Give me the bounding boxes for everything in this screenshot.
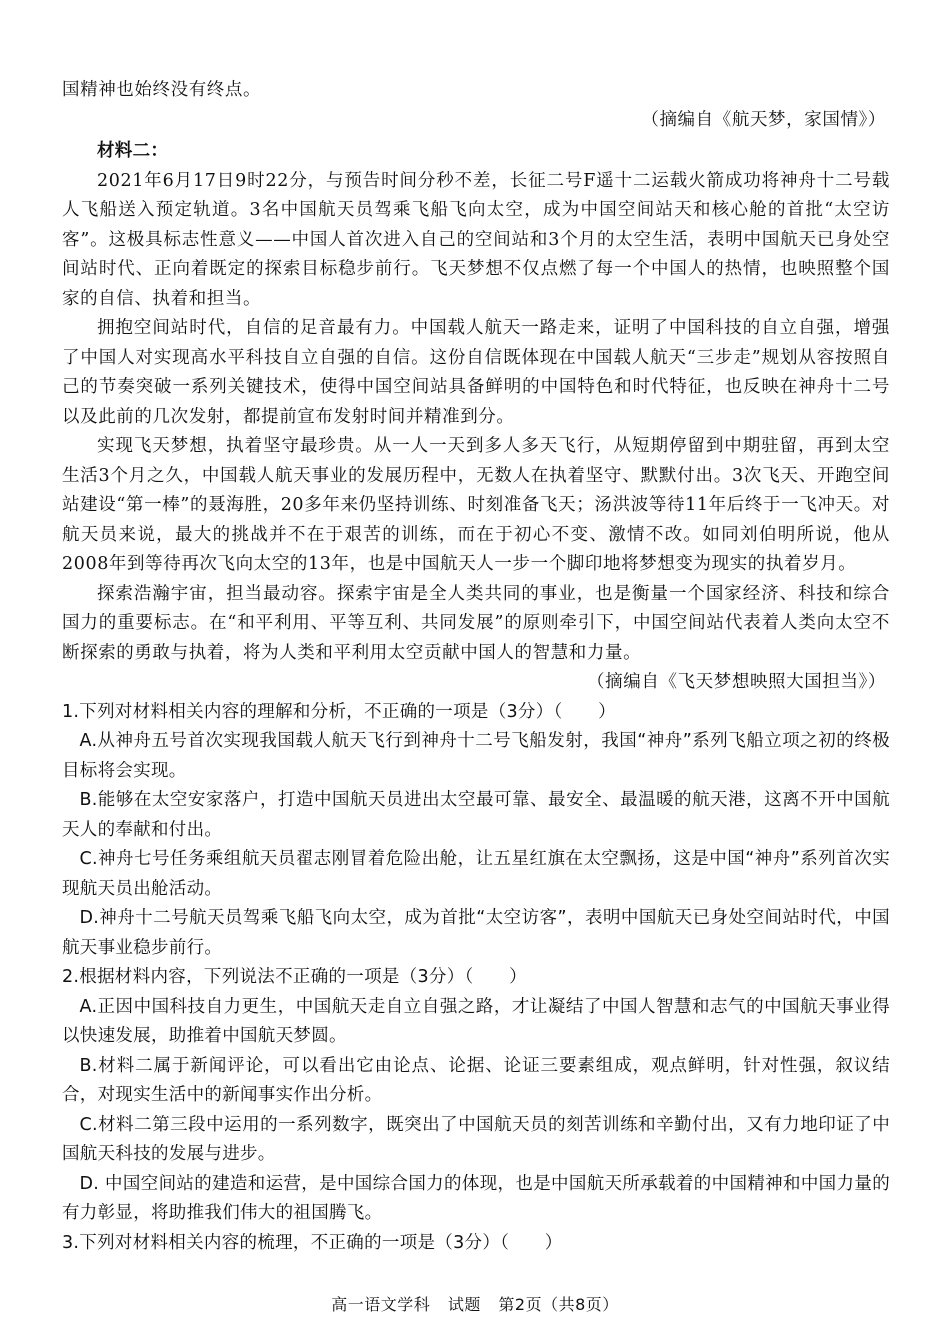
question-stem: 3.下列对材料相关内容的梳理，不正确的一项是（3分）（ ） [62,1232,563,1253]
question-option: D.神舟十二号航天员驾乘飞船飞向太空，成为首批“太空访客”，表明中国航天已身处空间站时代，中国航天事业稳步前行。 [62,908,890,958]
footer-subject: 高一语文学科 [331,1295,431,1314]
question-3 [62,1229,890,1259]
material2-paragraph: 2021年6月17日9时22分，与预告时间分秒不差，长征二号F遥十二运载火箭成功将神舟十二号载人飞船送入预定轨道。3名中国航天员驾乘飞船飞向太空，成为中国空间站天和核心舱的首批“太空访客”。这极具标志性意义——中国人首次进入自己的空间站和3个月的太空生活，表明中国航天已身处空间站时代、正向着既定的探索目标稳步前行。飞天梦想不仅点燃了每一个中国人的热情，也映照整个国家的自信、执着和担当。 [62,170,890,309]
material2-source: （摘编自《飞天梦想映照大国担当》） [587,672,886,692]
question-option: B.能够在太空安家落户，打造中国航天员进出太空最可靠、最安全、最温暖的航天港，这离不开中国航天人的奉献和付出。 [62,790,890,840]
question-option: A.从神舟五号首次实现我国载人航天飞行到神舟十二号飞船发射，我国“神舟”系列飞船立项之初的终极目标将会实现。 [62,731,890,781]
material2-title: 材料二： [97,141,169,161]
material2-paragraph: 拥抱空间站时代，自信的足音最有力。中国载人航天一路走来，证明了中国科技的自立自强，增强了中国人对实现高水平科技自立自强的自信。这份自信既体现在中国载人航天“三步走”规划从容按照自己的节奏突破一系列关键技术，使得中国空间站具备鲜明的中国特色和时代特征，也反映在神舟十二号以及此前的几次发射，都提前宣布发射时间并精准到分。 [62,318,890,427]
footer-page-number: 第2页（共8页） [498,1295,619,1314]
question-stem: 1.下列对材料相关内容的理解和分析，不正确的一项是（3分）（ ） [62,701,616,722]
page-footer [0,1292,950,1315]
question-option: A.正因中国科技自力更生，中国航天走自立自强之路，才让凝结了中国人智慧和志气的中国航天事业得以快速发展，助推着中国航天梦圆。 [62,996,890,1046]
material1-tail: 国精神也始终没有终点。 [62,80,262,100]
question-option: D. 中国空间站的建造和运营，是中国综合国力的体现，也是中国航天所承载着的中国精神和中国力量的有力彰显，将助推我们伟大的祖国腾飞。 [62,1173,890,1223]
question-option: C.材料二第三段中运用的一系列数字，既突出了中国航天员的刻苦训练和辛勤付出，又有力地印证了中国航天科技的发展与进步。 [62,1114,890,1164]
question-option: B.材料二属于新闻评论，可以看出它由论点、论据、论证三要素组成，观点鲜明，针对性强，叙议结合，对现实生活中的新闻事实作出分析。 [62,1055,890,1105]
question-option: C.神舟七号任务乘组航天员翟志刚冒着危险出舱，让五星红旗在太空飘扬，这是中国“神舟”系列首次实现航天员出舱活动。 [62,849,890,899]
material1-source: （摘编自《航天梦，家国情》） [641,109,886,130]
material2-paragraph: 实现飞天梦想，执着坚守最珍贵。从一人一天到多人多天飞行，从短期停留到中期驻留，再到太空生活3个月之久，中国载人航天事业的发展历程中，无数人在执着坚守、默默付出。3次飞天、开跑空间站建设“第一棒”的聂海胜，20多年来仍坚持训练、时刻准备飞天；汤洪波等待11年后终于一飞冲天。对航天员来说，最大的挑战并不在于艰苦的训练，而在于初心不变、激情不改。如同刘伯明所说，他从2008年到等待再次飞向太空的13年，也是中国航天人一步一个脚印地将梦想变为现实的执着岁月。 [62,436,890,574]
question-1 [62,698,890,964]
footer-kind: 试题 [447,1295,481,1314]
question-stem: 2.根据材料内容，下列说法不正确的一项是（3分）（ ） [62,967,527,987]
question-2 [62,963,890,1229]
material2-paragraph: 探索浩瀚宇宙，担当最动容。探索宇宙是全人类共同的事业，也是衡量一个国家经济、科技和综合国力的重要标志。在“和平利用、平等互利、共同发展”的原则牵引下，中国空间站代表着人类向太空不断探索的勇敢与执着，将为人类和平利用太空贡献中国人的智慧和力量。 [62,583,890,663]
page-content [62,76,890,1258]
